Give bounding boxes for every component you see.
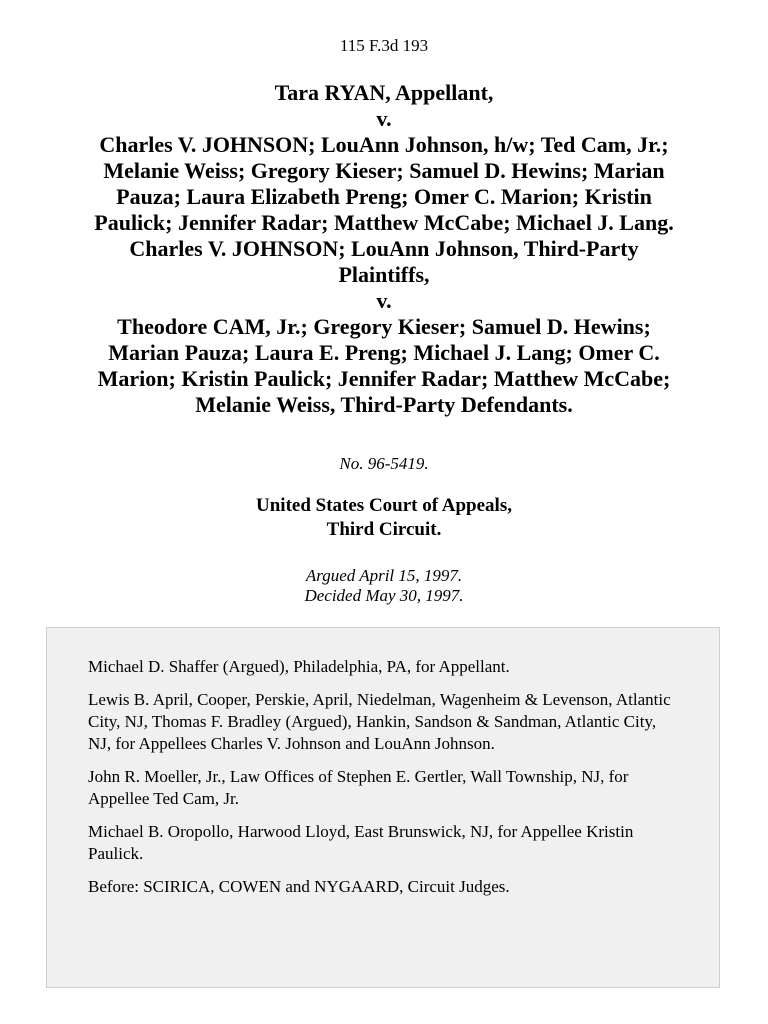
caption-line: v. [376,288,392,313]
counsel-panel [46,627,720,988]
caption-line: Pauza; Laura Elizabeth Preng; Omer C. Marion; Kristin [116,184,652,209]
counsel-paragraph: Michael D. Shaffer (Argued), Philadelphia, PA, for Appellant. [88,657,510,676]
case-citation: 115 F.3d 193 [339,36,429,55]
docket-number: No. 96-5419. [339,454,429,473]
caption-line: v. [376,106,392,131]
counsel-paragraph: John R. Moeller, Jr., Law Offices of Stephen E. Gertler, Wall Township, NJ, for Appellee Ted Cam, Jr. [88,767,629,808]
caption-line: Charles V. JOHNSON; LouAnn Johnson, Third-Party [129,236,639,261]
court-name [0,494,768,542]
case-dates [0,566,768,606]
caption-line: Tara RYAN, Appellant, [274,80,494,105]
decided-date: Decided May 30, 1997. [304,586,464,605]
argued-date: Argued April 15, 1997. [305,566,463,585]
caption-line: Melanie Weiss; Gregory Kieser; Samuel D. Hewins; Marian [103,158,665,183]
caption-line: Marion; Kristin Paulick; Jennifer Radar; Matthew McCabe; [97,366,671,391]
court-name-line: United States Court of Appeals, [256,495,512,516]
caption-line: Melanie Weiss, Third-Party Defendants. [195,392,573,417]
caption-line: Marian Pauza; Laura E. Preng; Michael J. Lang; Omer C. [108,340,660,365]
counsel-paragraph: Lewis B. April, Cooper, Perskie, April, Niedelman, Wagenheim & Levenson, Atlantic City, NJ, Thomas F. Bradley (Argued), Hankin, Sandson & Sandman, Atlantic City, NJ, for Appellees Charles V. Johnson and LouAnn Johnson. [88,690,671,753]
caption-line: Theodore CAM, Jr.; Gregory Kieser; Samuel D. Hewins; [117,314,651,339]
panel-judges: Before: SCIRICA, COWEN and NYGAARD, Circuit Judges. [88,877,510,896]
counsel-paragraph: Michael B. Oropollo, Harwood Lloyd, East Brunswick, NJ, for Appellee Kristin Paulick. [88,822,634,863]
caption-line: Charles V. JOHNSON; LouAnn Johnson, h/w; Ted Cam, Jr.; [99,132,669,157]
caption-line: Plaintiffs, [338,262,430,287]
court-circuit-line: Third Circuit. [326,519,442,540]
caption-line: Paulick; Jennifer Radar; Matthew McCabe; Michael J. Lang. [94,210,674,235]
case-caption [40,80,728,418]
